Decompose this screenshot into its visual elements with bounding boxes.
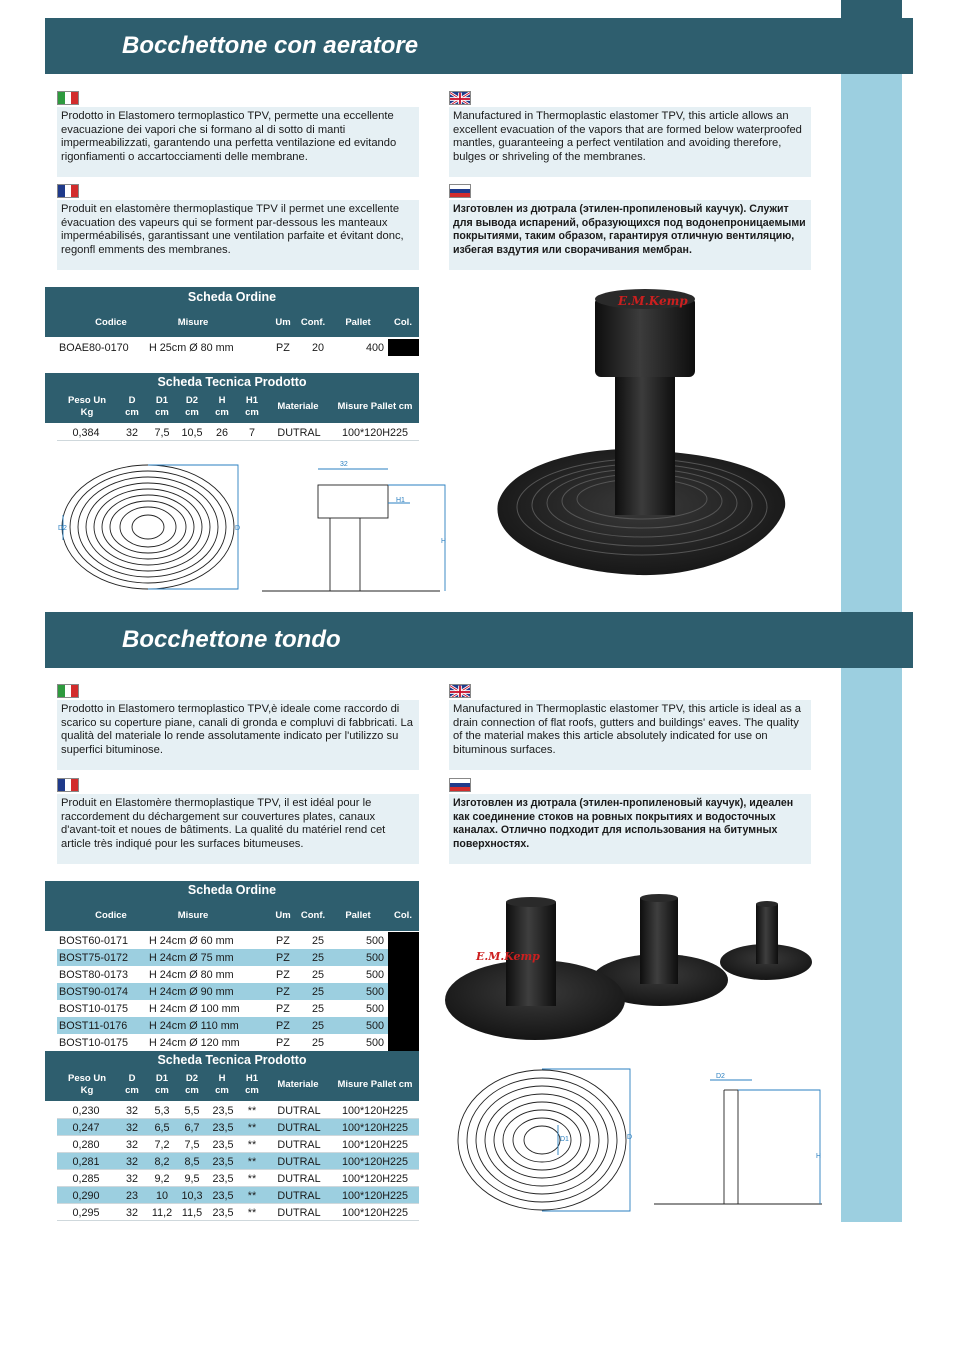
tech-row: 0,280 32 7,2 7,5 23,5 ** DUTRAL 100*120H225	[57, 1136, 419, 1153]
color-swatch	[388, 339, 419, 356]
russia-flag-icon	[449, 778, 471, 792]
dim-label-d2: D2	[58, 525, 67, 532]
col-d: D cm	[125, 395, 139, 418]
order-row: BOST75-0172 H 24cm Ø 75 mm PZ 25 500	[57, 949, 419, 966]
section-title: Bocchettone con aeratore	[122, 32, 419, 59]
russia-flag-icon	[449, 184, 471, 198]
color-swatch	[388, 949, 419, 966]
product-photo-round-drains	[440, 890, 840, 1060]
dim-label-top: D2	[716, 1073, 725, 1080]
description-russian: Изготовлен из дютрала (этилен-пропиленовый каучук), идеален как соединение стоков на ровных покрытиях и водосточных каналах. Отлично подходит для использования на битумных поверхностях.	[449, 794, 811, 864]
col-misure: Misure	[177, 317, 209, 328]
order-row: BOST80-0173 H 24cm Ø 80 mm PZ 25 500	[57, 966, 419, 983]
tech-row: 0,295 32 11,2 11,5 23,5 ** DUTRAL 100*120H225	[57, 1204, 419, 1221]
france-flag-icon	[57, 778, 79, 792]
order-row: BOST11-0176 H 24cm Ø 110 mm PZ 25 500	[57, 1017, 419, 1034]
product-photo-aerator	[490, 285, 800, 580]
col-misure-pallet: Misure Pallet cm	[337, 1079, 413, 1090]
description-french: Produit en elastomère thermoplastique TPV il permet une excellente évacuation des vapeurs qui se forment par-dessous les manteaux imperméabilisés, garantissant une ventilation parfaite et évitant donc, regonfl emments des membranes.	[57, 200, 419, 270]
tech-row: 0,230 32 5,3 5,5 23,5 ** DUTRAL 100*120H225	[57, 1102, 419, 1119]
col-d1: D1 cm	[155, 1073, 169, 1096]
dim-label-top: 32	[340, 461, 348, 468]
col-misure: Misure	[177, 910, 209, 921]
col-codice: Codice	[95, 317, 127, 328]
col-um: Um	[275, 910, 291, 921]
order-table-title: Scheda Ordine	[187, 290, 277, 304]
section-title: Bocchettone tondo	[122, 626, 341, 653]
order-row: BOAE80-0170 H 25cm Ø 80 mm PZ 20 400	[57, 339, 419, 356]
col-conf: Conf.	[300, 910, 326, 921]
description-italian: Prodotto in Elastomero termoplastico TPV, permette una eccellente evacuazione dei vapori che si formano al di sotto di manti impermeabilizzati, garantendo una perfetta ventilazione ed evitando rigonfiamenti o accartocciamenti delle membrane.	[57, 107, 419, 177]
col-peso: Peso Un Kg	[67, 1073, 106, 1096]
col-misure-pallet: Misure Pallet cm	[337, 401, 413, 412]
top-view-drawing	[55, 460, 245, 600]
tech-table-title: Scheda Tecnica Prodotto	[157, 1053, 307, 1067]
italy-flag-icon	[57, 684, 79, 698]
col-h1: H1 cm	[245, 1073, 259, 1096]
dim-label-h: H	[441, 538, 447, 545]
description-russian: Изготовлен из дютрала (этилен-пропиленовый каучук). Служит для вывода испарений, образующихся под водонепроницаемыми покрытиями, таким образом, гарантируя отличную вентиляцию, избегая вздутия или сворачивания мембран.	[449, 200, 811, 270]
order-row: BOST10-0175 H 24cm Ø 120 mm PZ 25 500	[57, 1034, 419, 1051]
color-swatch	[388, 1000, 419, 1017]
col-d2: D2 cm	[185, 1073, 199, 1096]
col-h: H cm	[215, 1073, 229, 1096]
color-swatch	[388, 966, 419, 983]
order-table-header	[45, 881, 419, 931]
col-materiale: Materiale	[277, 1079, 319, 1090]
col-h1: H1 cm	[245, 395, 259, 418]
tech-row: 0,285 32 9,2 9,5 23,5 ** DUTRAL 100*120H225	[57, 1170, 419, 1187]
order-row: BOST90-0174 H 24cm Ø 90 mm PZ 25 500	[57, 983, 419, 1000]
dim-label-d1: D1	[560, 1136, 569, 1143]
col-materiale: Materiale	[277, 401, 319, 412]
col-col: Col.	[394, 910, 412, 921]
side-view-drawing	[260, 455, 450, 600]
col-um: Um	[275, 317, 291, 328]
brand-logo: E.M.Kemp	[476, 950, 540, 963]
col-pallet: Pallet	[345, 910, 371, 921]
dim-label-h: H	[816, 1153, 822, 1160]
color-swatch	[388, 932, 419, 949]
description-italian: Prodotto in Elastomero termoplastico TPV,è ideale come raccordo di scarico su coperture piane, canali di gronda e compluvi di fabbricati. La qualità del materiale lo rende assolutamente indicato per l'utilizzo su superfici bituminose.	[57, 700, 419, 770]
tech-table-header	[45, 373, 419, 423]
color-swatch	[388, 1017, 419, 1034]
side-strip	[841, 0, 902, 1222]
tech-row: 0,384 32 7,5 10,5 26 7 DUTRAL 100*120H225	[57, 424, 419, 441]
tech-table-title: Scheda Tecnica Prodotto	[157, 375, 307, 389]
brand-logo: E.M.Kemp	[618, 294, 688, 308]
color-swatch	[388, 983, 419, 1000]
tech-table-header	[45, 1051, 419, 1101]
col-conf: Conf.	[300, 317, 326, 328]
france-flag-icon	[57, 184, 79, 198]
order-row: BOST60-0171 H 24cm Ø 60 mm PZ 25 500	[57, 932, 419, 949]
col-h: H cm	[215, 395, 229, 418]
description-english: Manufactured in Thermoplastic elastomer TPV, this article is ideal as a drain connection of flat roofs, gutters and buildings' eaves. The quality of the material makes this article absolutely indicated for use on bituminous surfaces.	[449, 700, 811, 770]
description-english: Manufactured in Thermoplastic elastomer TPV, this article allows an excellent evacuation of the vapors that are formed below waterproofed mantles, guaranteeing a perfect ventilation and avoiding therefore, bulges or shriveling of the membranes.	[449, 107, 811, 177]
tech-row: 0,281 32 8,2 8,5 23,5 ** DUTRAL 100*120H225	[57, 1153, 419, 1170]
tech-row: 0,290 23 10 10,3 23,5 ** DUTRAL 100*120H225	[57, 1187, 419, 1204]
col-codice: Codice	[95, 910, 127, 921]
uk-flag-icon	[449, 91, 471, 105]
dim-label-h1: H1	[396, 497, 405, 504]
col-d: D cm	[125, 1073, 139, 1096]
dim-label-d: D	[627, 1134, 633, 1141]
order-table-header	[45, 287, 419, 337]
top-view-drawing	[452, 1065, 637, 1220]
tech-row: 0,247 32 6,5 6,7 23,5 ** DUTRAL 100*120H225	[57, 1119, 419, 1136]
col-d1: D1 cm	[155, 395, 169, 418]
col-col: Col.	[394, 317, 412, 328]
color-swatch	[388, 1034, 419, 1051]
col-pallet: Pallet	[345, 317, 371, 328]
col-d2: D2 cm	[185, 395, 199, 418]
uk-flag-icon	[449, 684, 471, 698]
italy-flag-icon	[57, 91, 79, 105]
col-peso: Peso Un Kg	[67, 395, 106, 418]
order-table-title: Scheda Ordine	[187, 883, 277, 897]
dim-label-d: D	[235, 525, 241, 532]
description-french: Produit en Elastomère thermoplastique TPV, il est idéal pour le raccordement du déchargement sur couvertures plates, canaux d'avant-toit et noues de bâtiments. La qualité du matériel rend cet article très indiqué pour les surfaces bitumeuses.	[57, 794, 419, 864]
side-view-drawing	[652, 1068, 832, 1218]
order-row: BOST10-0175 H 24cm Ø 100 mm PZ 25 500	[57, 1000, 419, 1017]
